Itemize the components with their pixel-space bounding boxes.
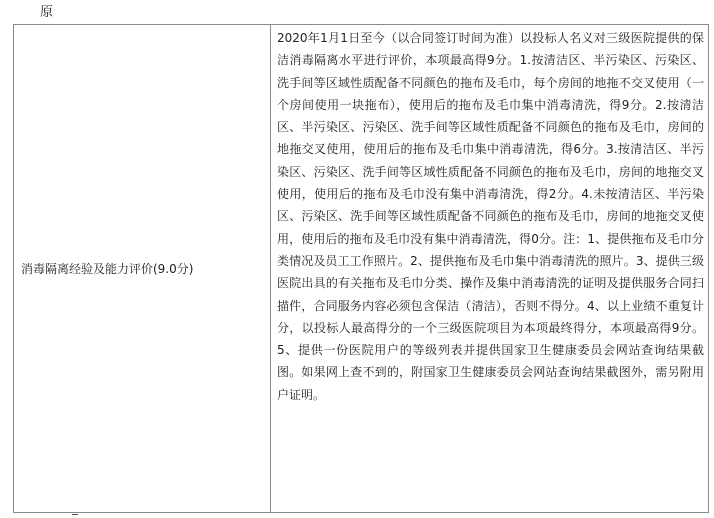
divider-mark — [72, 514, 78, 515]
criterion-cell — [14, 25, 271, 513]
criterion-description: 2020年1月1日至今（以合同签订时间为准）以投标人名义对三级医院提供的保洁消毒隔离水平进行评价，本项最高得9分。1.按清洁区、半污染区、污染区、洗手间等区域性质配备不同颜色的拖布及毛巾，每个房间的地拖不交叉使用（一个房间使用一块拖布），使用后的拖布及毛巾集中消毒清洗，得9分。2.按清洁区、半污染区、污染区、洗手间等区域性质配备不同颜色的拖布及毛巾，房间的地拖交叉使用，使用后的拖布及毛巾集中消毒清洗，得6分。3.按清洁区、半污染区、污染区、洗手间等区域性质配备不同颜色的拖布及毛巾，房间的地拖交叉使用，使用后的拖布及毛巾没有集中消毒清洗，得2分。4.未按清洁区、半污染区、污染区、洗手间等区域性质配备不同颜色的拖布及毛巾，房间的地拖交叉使用，使用后的拖布及毛巾没有集中消毒清洗，得0分。注：1、提供拖布及毛巾分类情况及员工工作照片。2、提供拖布及毛巾集中消毒清洗的照片。3、提供三级医院出具的有关拖布及毛巾分类、操作及集中消毒清洗的证明及提供服务合同扫描件，合同服务内容必须包含保洁（清洁），否则不得分。4、以上业绩不重复计分，以投标人最高得分的一个三级医院项目为本项最终得分，本项最高得9分。5、提供一份医院用户的等级列表并提供国家卫生健康委员会网站查询结果截图。如果网上查不到的，附国家卫生健康委员会网站查询结果截图外，需另附用户证明。 — [277, 31, 704, 402]
page-fragment-label: 原 — [40, 5, 54, 20]
description-cell — [271, 25, 709, 513]
scoring-table — [13, 24, 709, 513]
table-row — [14, 25, 709, 513]
criterion-label: 消毒隔离经验及能力评价(9.0分) — [21, 261, 194, 276]
